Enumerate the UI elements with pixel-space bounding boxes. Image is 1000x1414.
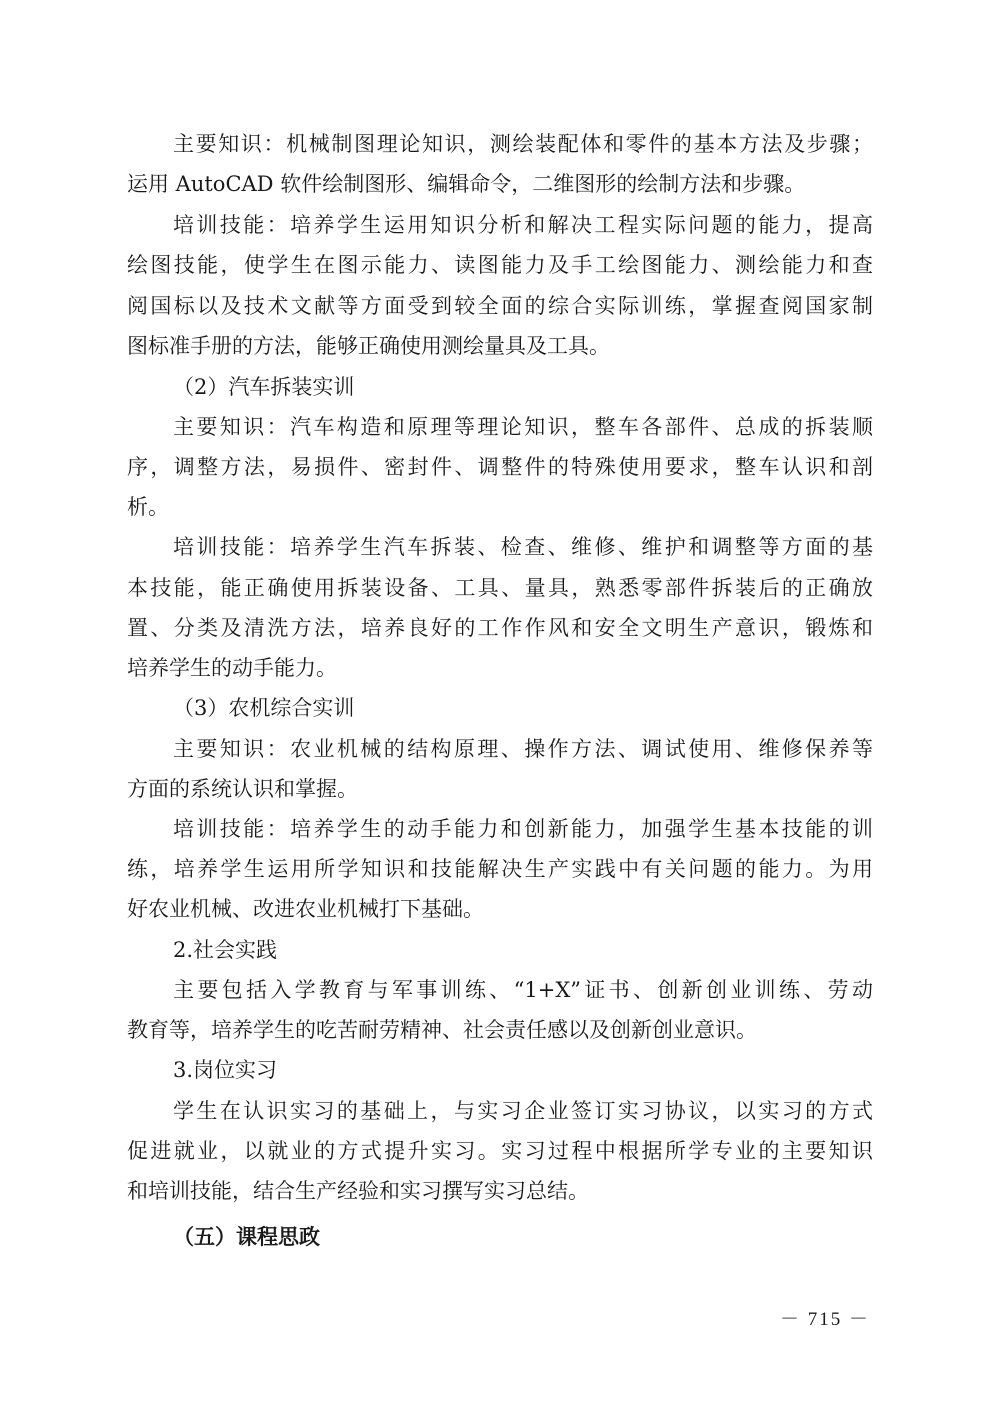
section-heading: （3）农机综合实训: [173, 696, 355, 720]
paragraph-line: 和培训技能，结合生产经验和实习撰写实习总结。: [127, 1179, 589, 1203]
paragraph-line: 图标准手册的方法，能够正确使用测绘量具及工具。: [127, 334, 610, 358]
paragraph-line: 主要包括入学教育与军事训练、“1+X”证书、创新创业训练、劳动: [173, 978, 873, 1002]
section-heading: （2）汽车拆装实训: [173, 375, 355, 399]
paragraph-line: 学生在认识实习的基础上，与实习企业签订实习协议，以实习的方式: [173, 1099, 873, 1123]
paragraph-line: 阅国标以及技术文献等方面受到较全面的综合实际训练，掌握查阅国家制: [127, 294, 873, 318]
paragraph-line: 培训技能：培养学生的动手能力和创新能力，加强学生基本技能的训: [173, 817, 873, 841]
paragraph-line: 运用 AutoCAD 软件绘制图形、编辑命令，二维图形的绘制方法和步骤。: [127, 172, 806, 196]
paragraph-line: 练，培养学生运用所学知识和技能解决生产实践中有关问题的能力。为用: [127, 857, 873, 881]
paragraph-line: 教育等，培养学生的吃苦耐劳精神、社会责任感以及创新创业意识。: [127, 1018, 757, 1042]
paragraph-line: 培训技能：培养学生汽车拆装、检查、维修、维护和调整等方面的基: [173, 535, 873, 559]
section-heading: 2.社会实践: [173, 938, 278, 962]
paragraph-line: 好农业机械、改进农业机械打下基础。: [127, 897, 484, 921]
page-number: － 715 －: [779, 1309, 870, 1330]
paragraph-line: 方面的系统认识和掌握。: [127, 777, 358, 801]
paragraph-line: 促进就业，以就业的方式提升实习。实习过程中根据所学专业的主要知识: [127, 1139, 873, 1163]
section-heading: 3.岗位实习: [173, 1058, 278, 1082]
paragraph-line: 析。: [127, 495, 169, 519]
paragraph-line: 培养学生的动手能力。: [127, 656, 337, 680]
paragraph-line: 主要知识：机械制图理论知识，测绘装配体和零件的基本方法及步骤；: [173, 132, 873, 156]
chapter-heading: （五）课程思政: [173, 1225, 320, 1249]
paragraph-line: 本技能，能正确使用拆装设备、工具、量具，熟悉零部件拆装后的正确放: [127, 576, 873, 600]
paragraph-line: 主要知识：汽车构造和原理等理论知识，整车各部件、总成的拆装顺: [173, 415, 873, 439]
paragraph-line: 序，调整方法，易损件、密封件、调整件的特殊使用要求，整车认识和剖: [127, 455, 873, 479]
paragraph-line: 主要知识：农业机械的结构原理、操作方法、调试使用、维修保养等: [173, 737, 873, 761]
paragraph-line: 置、分类及清洗方法，培养良好的工作作风和安全文明生产意识，锻炼和: [127, 616, 873, 640]
paragraph-line: 培训技能：培养学生运用知识分析和解决工程实际问题的能力，提高: [173, 213, 873, 237]
paragraph-line: 绘图技能，使学生在图示能力、读图能力及手工绘图能力、测绘能力和查: [127, 253, 873, 277]
